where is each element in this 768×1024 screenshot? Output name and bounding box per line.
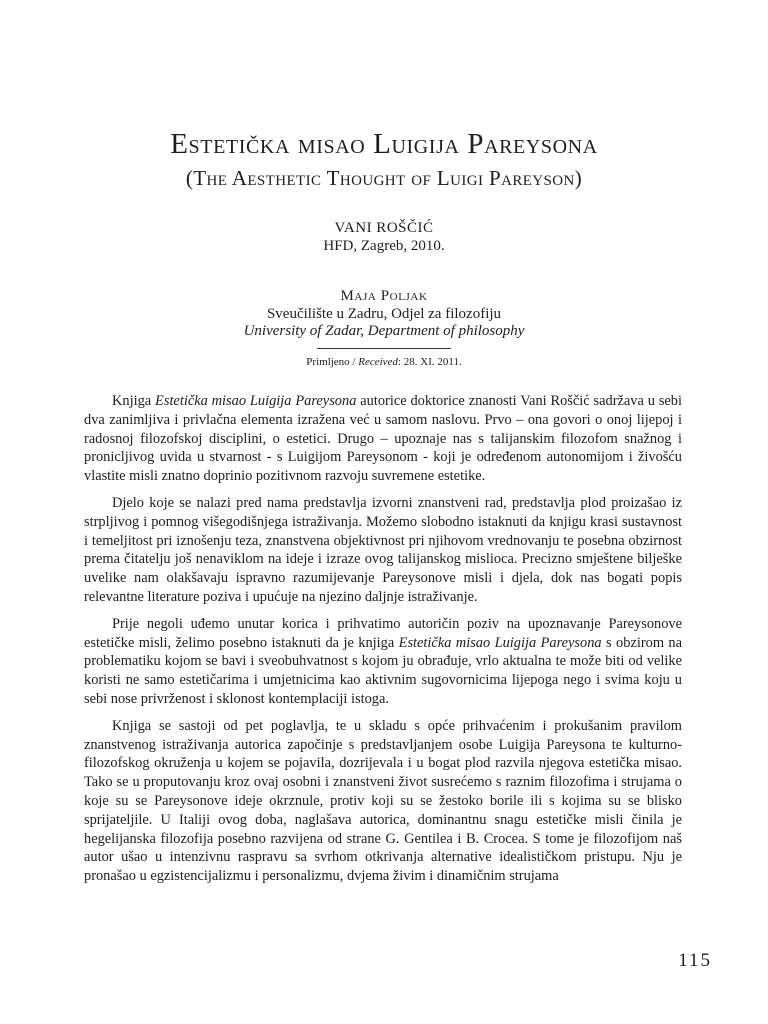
received-value: : 28. XI. 2011. (397, 356, 462, 368)
paragraph-text: s obzirom na problematiku kojom se bavi i sveobuhvatnost s kojom ju obrađuje, vrlo aktualna te može biti od velike koristi ne samo estetičarima i umjetnicima kao aktivnim sugovornicima lijepoga nego i svima koju u sebi nose privrženost i sklonost kontemplaciji istoga. (84, 634, 683, 707)
paragraph-text: Knjiga (112, 393, 156, 409)
divider (317, 348, 451, 349)
book-author: VANI ROŠČIĆ (334, 220, 434, 236)
article-subtitle: (The Aesthetic Thought of Luigi Pareyson) (185, 166, 583, 190)
paragraph-3 (84, 615, 682, 709)
paragraph-text: autorice doktorice znanosti Vani Roščić sadržava u sebi dva zanimljiva i privlačna elementa izražena već u samom naslovu. Prvo – ona govori o onoj lijepoj i radosnoj filozofskoj disciplini, o estetici. Drugo – upoznaje nas s talijanskim filozofom snažnog i proniclјivog uvida u stvarnost - s Luigijom Pareysonom - koji je određenom autonomijom i živošću vlastite misli znatno doprinio pozitivnom razvoju suvremene estetike. (84, 393, 683, 485)
received-label: Primljeno / (306, 356, 359, 368)
paragraph-text: Prije negoli uđemo unutar korica i prihvatimo autoričin poziv na upoznavanje Pareysonove estetičke misli, želimo posebno istaknuti da je knjiga (84, 615, 682, 651)
reviewer-affiliation-hr: Sveučilište u Zadru, Odjel za filozofiju (266, 306, 502, 322)
book-publication: HFD, Zagreb, 2010. (323, 238, 445, 254)
reviewer-name: Maja Poljak (340, 288, 428, 304)
book-title-italic: Estetička misao Luigija Pareysona (398, 634, 602, 651)
page-number: 115 (678, 950, 712, 971)
book-title-italic: Estetička misao Luigija Pareysona (155, 393, 357, 409)
reviewer-affiliation-en: University of Zadar, Department of philosophy (243, 323, 525, 339)
received-label-en: Received (358, 356, 398, 368)
received-date (0, 356, 768, 368)
paragraph-1 (84, 392, 682, 486)
article-title: Estetička misao Luigija Pareysona (170, 128, 598, 160)
body-text (84, 392, 682, 894)
paragraph-4: Knjiga se sastoji od pet poglavlja, te u skladu s opće prihvaćenim i prokušanim pravilom znanstvenog istraživanja autorica započinje s predstavljanjem osobe Luigija Pareysona te kulturno-filozofskog okruženja u kojem se pojavila, dozrijevala i u bogat plod razvila njegova estetička misao. Tako se u proputovanju kroz ovaj osobni i znanstveni život susrećemo s raznim filozofima i strujama o koje su se Pareysonove ideje okrznule, protiv koji su se žestoko borile ili s kojima su se blisko sprijateljile. U Italiji ovog doba, naglašava autorica, dominantnu snagu estetičke misli činila je hegelijanska filozofija posebno razvijena od strane G. Gentilea i B. Crocea. S tome je filozofijom naš autor ušao u intenzivnu raspravu sa svrhom otkrivanja alternative idealističkom pristupu. Nju je pronašao u egzistencijalizmu i personalizmu, dvjema živim i dinamičnim strujama (84, 717, 682, 885)
paragraph-2: Djelo koje se nalazi pred nama predstavlja izvorni znanstveni rad, predstavlja plod proizašao iz strpljivog i pomnog višegodišnjega istraživanja. Možemo slobodno istaknuti da knjigu krasi sustavnost i temeljitost pri iznošenju teza, znanstvena objektivnost pri njihovom vrednovanju te posebna obzirnost prema čitatelju još nenaviklom na ideje i izraze ovog talijanskog mislioca. Precizno smještene bilješke uvelike nam olakšavaju ispravno razumijevanje Pareysonove misli i djela, dok nas bogati popis relevantne literature poziva i upućuje na njezino daljnje istraživanje. (84, 494, 682, 605)
